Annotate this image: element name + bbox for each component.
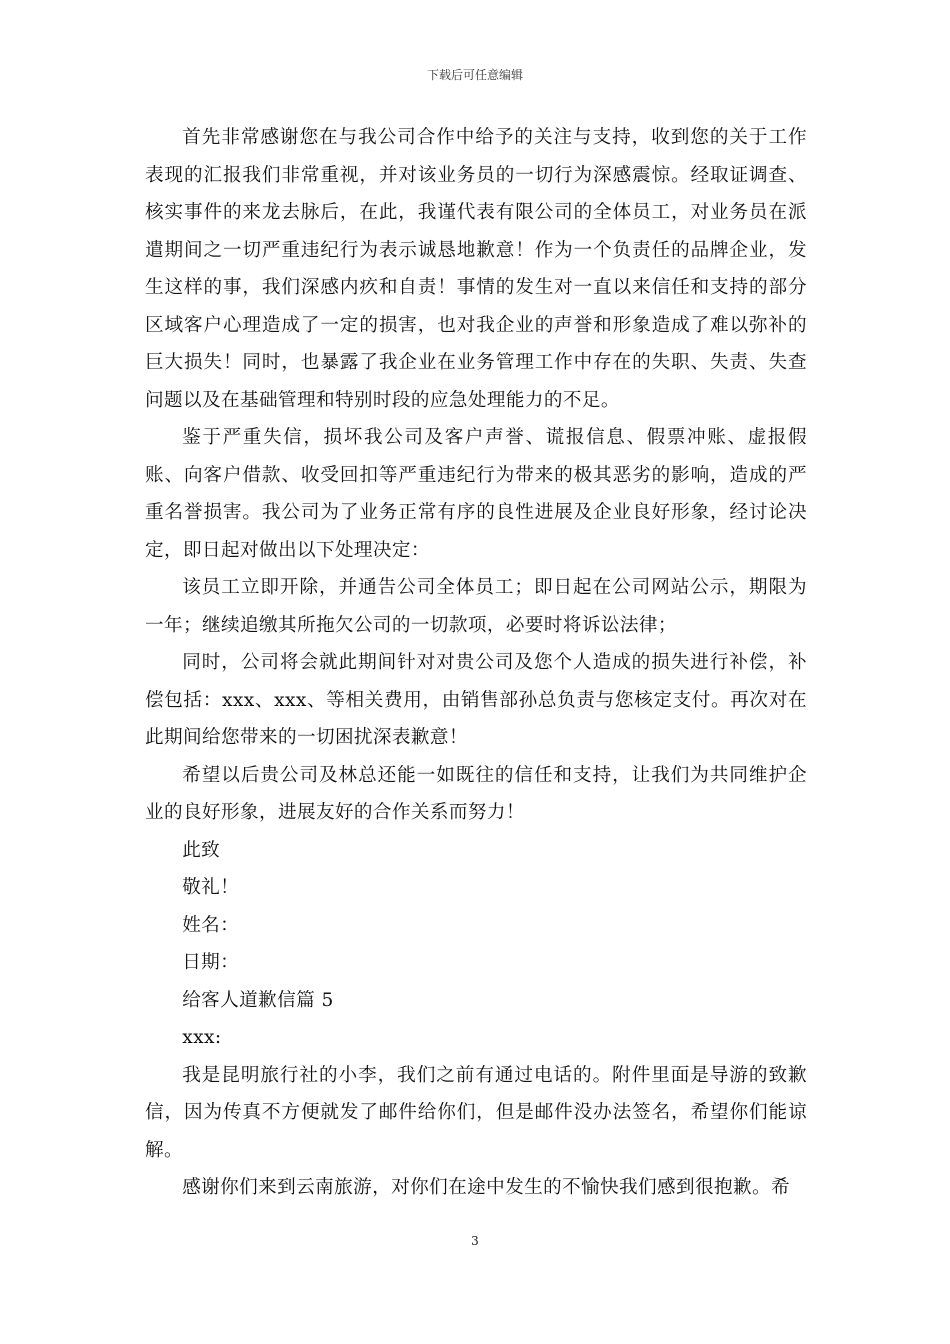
paragraph-hope: 希望以后贵公司及林总还能一如既往的信任和支持，让我们为共同维护企业的良好形象，进展友好的合作关系而努力！ xyxy=(145,764,807,823)
closing-line: 此致 xyxy=(182,839,221,861)
paragraph-decision: 鉴于严重失信，损坏我公司及客户声誉、谎报信息、假票冲账、虚报假账、向客户借款、收受回扣等严重违纪行为带来的极其恶劣的影响，造成的严重名誉损害。我公司为了业务正常有序的良性进展及企业良好形象，经讨论决定，即日起对做出以下处理决定： xyxy=(145,427,807,561)
name-label: 姓名： xyxy=(182,914,240,936)
page-header: 下载后可任意编辑 xyxy=(426,68,523,82)
section-title: 给客人道歉信篇 5 xyxy=(182,989,334,1011)
paragraph-compensation: 同时，公司将会就此期间针对对贵公司及您个人造成的损失进行补偿，补偿包括：xxx、xxx、等相关费用，由销售部孙总负责与您核定支付。再次对在此期间给您带来的一切困扰深表歉意！ xyxy=(145,652,807,748)
document-body xyxy=(145,119,807,1207)
paragraph-apology-intro: 首先非常感谢您在与我公司合作中给予的关注与支持，收到您的关于工作表现的汇报我们非常重视，并对该业务员的一切行为深感震惊。经取证调查、核实事件的来龙去脉后，在此，我谨代表有限公司的全体员工，对业务员在派遣期间之一切严重违纪行为表示诚恳地歉意！作为一个负责任的品牌企业，发生这样的事，我们深感内疚和自责！事情的发生对一直以来信任和支持的部分区域客户心理造成了一定的损害，也对我企业的声誉和形象造成了难以弥补的巨大损失！同时，也暴露了我企业在业务管理工作中存在的失职、失责、失查问题以及在基础管理和特别时段的应急处理能力的不足。 xyxy=(145,127,807,411)
salutation: xxx: xyxy=(182,1027,222,1048)
date-label: 日期： xyxy=(182,952,240,973)
paragraph-introduction: 我是昆明旅行社的小李，我们之前有通过电话的。附件里面是导游的致歉信，因为传真不方便就发了邮件给你们，但是邮件没办法签名，希望你们能谅解。 xyxy=(145,1064,807,1161)
page-number: 3 xyxy=(471,1234,479,1248)
paragraph-thanks: 感谢你们来到云南旅游，对你们在途中发生的不愉快我们感到很抱歉。希 xyxy=(182,1177,790,1198)
closing-salute: 敬礼！ xyxy=(182,877,240,898)
paragraph-dismissal: 该员工立即开除，并通告公司全体员工；即日起在公司网站公示，期限为一年；继续追缴其所拖欠公司的一切款项，必要时将诉讼法律； xyxy=(145,577,807,636)
